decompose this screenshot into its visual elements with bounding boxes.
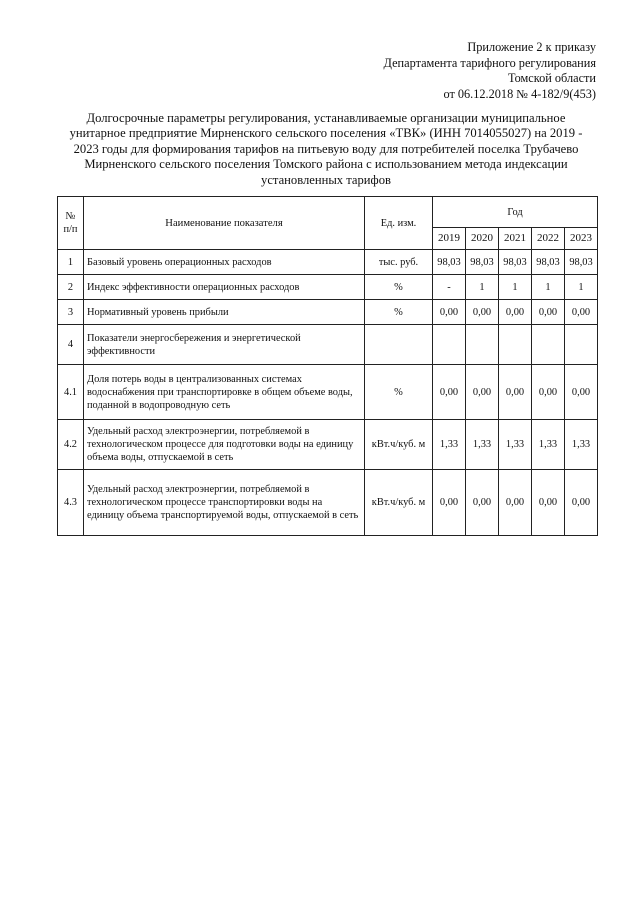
annex-header bbox=[384, 40, 596, 102]
row-value: 0,00 bbox=[499, 470, 532, 536]
row-value: 0,00 bbox=[433, 470, 466, 536]
row-value: 1 bbox=[499, 275, 532, 300]
table-row bbox=[58, 420, 598, 470]
header-name: Наименование показателя bbox=[84, 197, 365, 250]
header-num: № п/п bbox=[58, 197, 84, 250]
row-value bbox=[466, 325, 499, 365]
table-row bbox=[58, 300, 598, 325]
row-value: 0,00 bbox=[433, 300, 466, 325]
row-name: Базовый уровень операционных расходов bbox=[84, 250, 365, 275]
row-value: 0,00 bbox=[565, 300, 598, 325]
row-value bbox=[433, 325, 466, 365]
header-unit: Ед. изм. bbox=[365, 197, 433, 250]
row-value: 0,00 bbox=[532, 365, 565, 420]
row-value: 0,00 bbox=[466, 300, 499, 325]
row-value bbox=[499, 325, 532, 365]
header-year: 2023 bbox=[565, 228, 598, 250]
row-value: 1,33 bbox=[499, 420, 532, 470]
row-value: 0,00 bbox=[466, 470, 499, 536]
annex-line: от 06.12.2018 № 4-182/9(453) bbox=[443, 86, 596, 101]
row-name: Удельный расход электроэнергии, потребляемой в технологическом процессе для подготовки воды на единицу объема воды, отпускаемой в сеть bbox=[84, 420, 365, 470]
row-value: 0,00 bbox=[499, 300, 532, 325]
row-value: 0,00 bbox=[499, 365, 532, 420]
row-value: 0,00 bbox=[433, 365, 466, 420]
row-name: Индекс эффективности операционных расходов bbox=[84, 275, 365, 300]
document-title: Долгосрочные параметры регулирования, устанавливаемые организации муниципальное унитарное предприятие Мирненского сельского поселения «ТВК» (ИНН 7014055027) на 2019 - 2023 годы для формирования тарифов на питьевую воду для потребителей поселка Трубачево Мирненского сельского поселения Томского района с использованием метода индексации установленных тарифов bbox=[69, 111, 583, 187]
annex-line: Приложение 2 к приказу bbox=[467, 40, 596, 54]
row-value: 1 bbox=[532, 275, 565, 300]
row-value: 1,33 bbox=[466, 420, 499, 470]
row-num: 2 bbox=[58, 275, 84, 300]
row-unit: кВт.ч/куб. м bbox=[365, 420, 433, 470]
row-value: 1,33 bbox=[433, 420, 466, 470]
annex-line: Томской области bbox=[508, 71, 596, 85]
table-row bbox=[58, 365, 598, 420]
row-value: 98,03 bbox=[499, 250, 532, 275]
table-row bbox=[58, 325, 598, 365]
row-value: 0,00 bbox=[532, 470, 565, 536]
row-value bbox=[565, 325, 598, 365]
row-value: 1 bbox=[565, 275, 598, 300]
row-unit: тыс. руб. bbox=[365, 250, 433, 275]
row-name: Нормативный уровень прибыли bbox=[84, 300, 365, 325]
row-value: 0,00 bbox=[565, 365, 598, 420]
header-year: 2019 bbox=[433, 228, 466, 250]
row-num: 4.2 bbox=[58, 420, 84, 470]
row-value: 98,03 bbox=[532, 250, 565, 275]
row-name: Удельный расход электроэнергии, потребляемой в технологическом процессе транспортировки воды на единицу объема транспортируемой воды, отпускаемой в сеть bbox=[84, 470, 365, 536]
row-name: Показатели энергосбережения и энергетической эффективности bbox=[84, 325, 365, 365]
row-value: 0,00 bbox=[466, 365, 499, 420]
table-row bbox=[58, 250, 598, 275]
row-value: 1,33 bbox=[532, 420, 565, 470]
row-value: 0,00 bbox=[532, 300, 565, 325]
row-num: 1 bbox=[58, 250, 84, 275]
row-unit: % bbox=[365, 275, 433, 300]
row-unit: % bbox=[365, 365, 433, 420]
parameters-table bbox=[57, 196, 598, 536]
row-value: 98,03 bbox=[565, 250, 598, 275]
header-year: 2021 bbox=[499, 228, 532, 250]
header-year-group: Год bbox=[433, 197, 598, 228]
row-value bbox=[532, 325, 565, 365]
header-year: 2020 bbox=[466, 228, 499, 250]
annex-line: Департамента тарифного регулирования bbox=[383, 55, 596, 70]
table-row bbox=[58, 275, 598, 300]
row-value: - bbox=[433, 275, 466, 300]
table-row bbox=[58, 470, 598, 536]
row-num: 4.1 bbox=[58, 365, 84, 420]
row-num: 4 bbox=[58, 325, 84, 365]
row-unit: % bbox=[365, 300, 433, 325]
header-year: 2022 bbox=[532, 228, 565, 250]
row-value: 98,03 bbox=[466, 250, 499, 275]
row-value: 1 bbox=[466, 275, 499, 300]
row-unit bbox=[365, 325, 433, 365]
row-value: 98,03 bbox=[433, 250, 466, 275]
row-unit: кВт.ч/куб. м bbox=[365, 470, 433, 536]
row-name: Доля потерь воды в централизованных системах водоснабжения при транспортировке в общем объеме воды, поданной в водопроводную сеть bbox=[84, 365, 365, 420]
row-num: 3 bbox=[58, 300, 84, 325]
row-value: 1,33 bbox=[565, 420, 598, 470]
row-value: 0,00 bbox=[565, 470, 598, 536]
row-num: 4.3 bbox=[58, 470, 84, 536]
